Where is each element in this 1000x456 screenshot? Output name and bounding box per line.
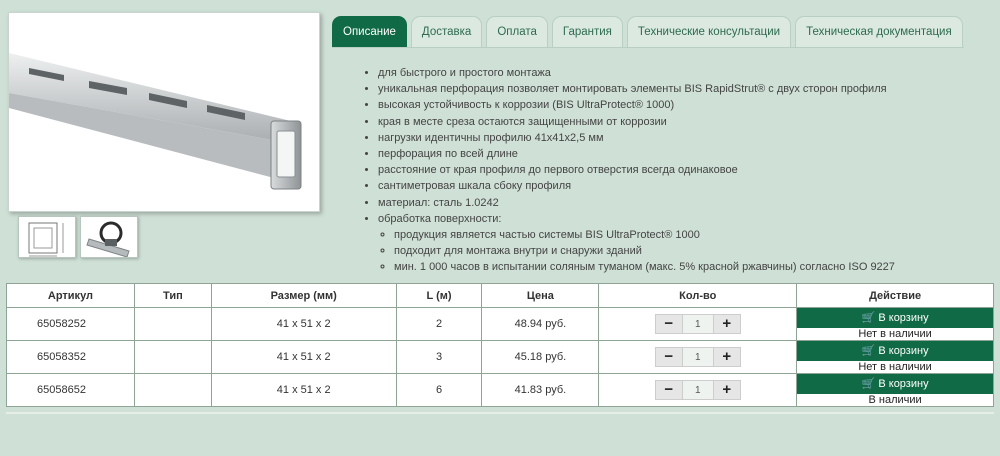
qty-input[interactable] xyxy=(683,380,713,400)
add-to-cart-button[interactable] xyxy=(797,374,993,394)
column-header-qty: Кол-во xyxy=(599,284,797,308)
table-row xyxy=(7,341,994,374)
cell-size: 41 x 51 x 2 xyxy=(211,374,396,407)
cell-qty xyxy=(599,374,797,407)
thumbnail-clamp[interactable] xyxy=(80,216,138,258)
feature-item: • расстояние от края профиля до первого отверстия всегда одинаковое xyxy=(378,162,998,178)
feature-item: • нагрузки идентичны профилю 41x41x2,5 мм xyxy=(378,130,998,146)
qty-input[interactable] xyxy=(683,314,713,334)
availability-status: Нет в наличии xyxy=(858,328,932,340)
qty-input[interactable] xyxy=(683,347,713,367)
cell-price: 41.83 руб. xyxy=(482,374,599,407)
quantity-stepper xyxy=(655,380,741,400)
availability-status: В наличии xyxy=(868,394,922,406)
cell-size: 41 x 51 x 2 xyxy=(211,308,396,341)
cell-price: 48.94 руб. xyxy=(482,308,599,341)
feature-item: • высокая устойчивость к коррозии (BIS UltraProtect® 1000) xyxy=(378,97,998,113)
sub-feature-list xyxy=(394,227,998,276)
table-row xyxy=(7,374,994,407)
tab-description[interactable]: Описание xyxy=(332,16,407,47)
cart-icon: 🛒 xyxy=(861,312,876,324)
add-to-cart-button[interactable] xyxy=(797,308,993,328)
thumbnail-drawing[interactable] xyxy=(18,216,76,258)
availability-status: Нет в наличии xyxy=(858,361,932,373)
sub-feature-item: ◦ мин. 1 000 часов в испытании соляным туманом (макс. 5% красной ржавчины) согласно ISO 9227 xyxy=(394,259,998,275)
feature-item: • сантиметровая шкала сбоку профиля xyxy=(378,178,998,194)
cell-length: 3 xyxy=(396,341,482,374)
qty-increase-button[interactable]: + xyxy=(713,314,741,334)
steel-profile-image xyxy=(9,13,320,212)
cell-type xyxy=(134,374,211,407)
cell-length: 6 xyxy=(396,374,482,407)
column-header-price: Цена xyxy=(482,284,599,308)
tab-tech-documentation[interactable]: Техническая документация xyxy=(795,16,963,47)
cart-icon: 🛒 xyxy=(861,378,876,390)
section-divider xyxy=(6,412,994,414)
cell-type xyxy=(134,308,211,341)
table-header-row xyxy=(7,284,994,308)
quantity-stepper xyxy=(655,347,741,367)
feature-item: • края в месте среза остаются защищенными от коррозии xyxy=(378,114,998,130)
sub-feature-item: ◦ подходит для монтажа внутри и снаружи зданий xyxy=(394,243,998,259)
feature-item: • перфорация по всей длине xyxy=(378,146,998,162)
cell-qty xyxy=(599,341,797,374)
product-main-image[interactable] xyxy=(8,12,320,212)
quantity-stepper xyxy=(655,314,741,334)
cell-qty xyxy=(599,308,797,341)
profile-with-clamp-image xyxy=(81,217,138,258)
column-header-type: Тип xyxy=(134,284,211,308)
cell-sku: 65058352 xyxy=(7,341,135,374)
qty-increase-button[interactable]: + xyxy=(713,380,741,400)
feature-item-label: обработка поверхности: xyxy=(378,212,502,225)
feature-item-surface xyxy=(378,211,998,276)
qty-decrease-button[interactable]: − xyxy=(655,314,683,334)
add-to-cart-label: В корзину xyxy=(878,345,929,357)
tab-payment[interactable]: Оплата xyxy=(486,16,548,47)
column-header-action: Действие xyxy=(797,284,994,308)
tab-divider xyxy=(332,47,964,48)
cell-sku: 65058252 xyxy=(7,308,135,341)
add-to-cart-label: В корзину xyxy=(878,378,929,390)
table-row xyxy=(7,308,994,341)
cell-action xyxy=(797,308,994,341)
tab-delivery[interactable]: Доставка xyxy=(411,16,482,47)
add-to-cart-label: В корзину xyxy=(878,312,929,324)
column-header-size: Размер (мм) xyxy=(211,284,396,308)
cell-sku: 65058652 xyxy=(7,374,135,407)
cell-size: 41 x 51 x 2 xyxy=(211,341,396,374)
sub-feature-item: ◦ продукция является частью системы BIS UltraProtect® 1000 xyxy=(394,227,998,243)
tab-warranty[interactable]: Гарантия xyxy=(552,16,623,47)
cart-icon: 🛒 xyxy=(861,345,876,357)
cell-action xyxy=(797,374,994,407)
add-to-cart-button[interactable] xyxy=(797,341,993,361)
feature-item: • уникальная перфорация позволяет монтировать элементы BIS RapidStrut® с двух сторон профиля xyxy=(378,81,998,97)
qty-increase-button[interactable]: + xyxy=(713,347,741,367)
cell-length: 2 xyxy=(396,308,482,341)
tab-tech-consultations[interactable]: Технические консультации xyxy=(627,16,791,47)
column-header-sku: Артикул xyxy=(7,284,135,308)
qty-decrease-button[interactable]: − xyxy=(655,347,683,367)
cell-action xyxy=(797,341,994,374)
cell-price: 45.18 руб. xyxy=(482,341,599,374)
tab-bar xyxy=(332,16,963,47)
profile-drawing-image xyxy=(19,217,76,258)
column-header-length: L (м) xyxy=(396,284,482,308)
product-table xyxy=(6,283,994,407)
feature-item: • для быстрого и простого монтажа xyxy=(378,65,998,81)
feature-item: • материал: сталь 1.0242 xyxy=(378,195,998,211)
cell-type xyxy=(134,341,211,374)
qty-decrease-button[interactable]: − xyxy=(655,380,683,400)
feature-list xyxy=(378,65,998,276)
